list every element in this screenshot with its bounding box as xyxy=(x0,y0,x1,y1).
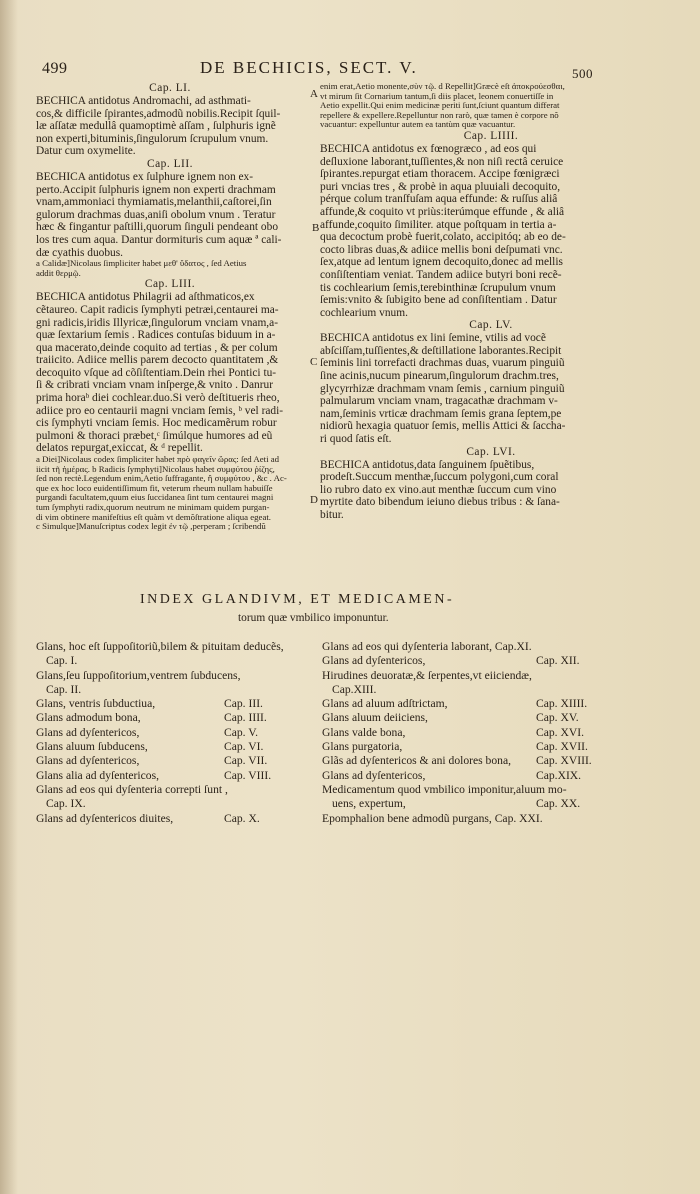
text-line: Datur cum oxymelite. xyxy=(36,145,136,158)
chapter-heading: Cap. LV. xyxy=(469,319,513,332)
text-line: deſluxione laborant,tuſſientes,& non niſi rectâ ceruice xyxy=(320,155,564,168)
index-entry-chapter: Cap. VI. xyxy=(224,740,264,754)
footnote-line: purgandi facultatem,quum eius ſuccidanea ſint tum centaurei magni xyxy=(36,493,274,503)
footnote-line: enim erat,Aetio monente,σὺν τῷ. d Repellit]Græcè eſt ἀποκρούεσθαι, xyxy=(320,82,565,91)
footnote-line: c Simulque]Manuſcriptus codex legit ἐν τῷ ,perperam ; ſcribendũ xyxy=(36,522,266,532)
gutter-shadow xyxy=(0,0,18,1194)
text-line: ri quod ſatis eſt. xyxy=(320,433,392,446)
index-entry-chapter: Cap. XIIII. xyxy=(536,697,588,711)
text-line: BECHICA antidotus ex ſulphure ignem non ex- xyxy=(36,170,254,183)
text-line: cos,& difficile ſpirantes,admodũ nobilis.Recipit ſquil- xyxy=(36,107,281,120)
text-line: cocto libras duas,& adiice mellis boni deſpumati vnc. xyxy=(320,243,563,256)
footnote-line: tum ſymphyti radix,quorum neutrum ne minimam quidem purgan- xyxy=(36,503,270,512)
index-entry-name: Glans, ventris ſubductiua, xyxy=(36,697,156,711)
footnote-line: ſed non rectè.Legendum enim,Aetio ſuffragante, ἢ συμφύτου , &c . Ac- xyxy=(36,474,287,484)
index-entry-name: Glãs ad dyſentericos & ani dolores bona, xyxy=(322,754,511,768)
index-subtitle: torum quæ vmbilico imponuntur. xyxy=(238,612,389,624)
text-line: ſpirantes.repurgat etiam thoracem. Accipe fœnigræci xyxy=(320,168,560,181)
text-line: palmularum vnciam vnam, tragacathæ drachmam v- xyxy=(320,395,558,408)
text-line: ſeminis lini torrefacti drachmas duas, vuarum pinguiũ xyxy=(320,357,565,370)
text-line: pulmoni & thoraci præbet,ᶜ ſimúlque humores ad eũ xyxy=(36,429,273,442)
text-line: tis cochlearium ſemis,terebinthinæ ſcrupulum vnum xyxy=(320,281,556,294)
index-entry-name: Glans ad eos qui dyſenteria laborant, Cap.XI. xyxy=(322,640,532,653)
chapter-heading: Cap. LI. xyxy=(149,82,191,94)
index-entry xyxy=(36,783,306,797)
index-entry xyxy=(322,740,652,754)
text-line: traiicito. Adiice mellis parem decocto quantitatem ,& xyxy=(36,354,279,367)
index-entry xyxy=(36,812,306,826)
text-line: qua decoctum probè fuerit,colato, accipitóq; ab eo de- xyxy=(320,231,566,244)
text-line: adiice pro eo centaurii magni vnciam ſemis, ᵇ vel radi- xyxy=(36,404,284,417)
index-entry xyxy=(322,797,652,811)
index-entry xyxy=(322,769,652,783)
text-line: nam,ſeminis vrticæ drachmam ſemis grana ſeptem,pe xyxy=(320,407,562,420)
index-entry-name: Glans ad dyſentericos, xyxy=(322,654,426,668)
index-entry-name: Glans purgatoria, xyxy=(322,740,403,754)
text-line: quæ ſextarium ſemis . Radices contuſas biduum in a- xyxy=(36,329,276,342)
index-entry-chapter: Cap. X. xyxy=(224,811,260,825)
index-entry-name: Glans ad dyſentericos diuites, xyxy=(36,811,174,825)
margin-letter-a: A xyxy=(310,88,318,100)
text-line: gulorum drachmas duas,aniſi obolum vnum . Teratur xyxy=(36,208,276,221)
text-line: ſi & cribrati vnciam vnam inſperge,& vnito . Danrur xyxy=(36,379,274,392)
index-entry-name: Glans alia ad dyſentericos, xyxy=(36,768,159,782)
index-entry-name: Glans admodum bona, xyxy=(36,711,141,725)
index-entry xyxy=(322,683,652,697)
text-line: vnam,ammoniaci thymiamatis,melanthii,caſtorei,ſin xyxy=(36,196,272,209)
text-line: decoquito vſque ad cõſiſtentiam.Dein rhei Pontici tu- xyxy=(36,366,277,379)
text-line: perto.Accipit ſulphuris ignem non experti drachmam xyxy=(36,183,276,196)
index-entry xyxy=(322,711,652,725)
text-line: ſemis:vnito & ſubigito bene ad conſiſtentiam . Datur xyxy=(320,294,557,307)
index-entry-chapter: Cap. VII. xyxy=(224,754,268,768)
index-entry-name: uens, expertum, xyxy=(332,797,406,811)
index-entry-chapter: Cap. IIII. xyxy=(224,711,267,725)
chapter-heading: Cap. LII. xyxy=(147,157,193,170)
index-entry xyxy=(322,697,652,711)
index-entry xyxy=(36,726,306,740)
index-entry xyxy=(322,669,652,683)
index-entry-chapter: Cap. XII. xyxy=(536,654,580,668)
index-entry-name: Cap.XIII. xyxy=(332,682,377,696)
margin-letter-b: B xyxy=(312,222,320,234)
text-line: BECHICA antidotus ex lini ſemine, vtilis ad vocẽ xyxy=(320,332,546,345)
text-line: abſciſſam,tuſſientes,& deſtillatione laborantes.Recipit xyxy=(320,344,562,357)
footnote-line: a Calidæ]Nicolaus ſimpliciter habet μεθ' ὕδατος , ſed Aetius xyxy=(36,259,247,269)
index-right-column xyxy=(322,640,652,826)
text-line: prima horaᵇ diei cochlear.duo.Si verò deſtitueris rheo, xyxy=(36,392,280,405)
index-entry-chapter: Cap. XVIII. xyxy=(536,754,592,768)
text-line: prodeſt.Succum menthæ,ſuccum polygoni,cum coral xyxy=(320,471,559,484)
index-entry xyxy=(36,654,306,668)
index-entry-name: Glans aluum deiiciens, xyxy=(322,711,428,725)
index-entry xyxy=(36,754,306,768)
text-line: affunde,& coquito vt priùs:iterúmque effunde , & aliâ xyxy=(320,205,565,218)
index-entry xyxy=(322,812,652,826)
text-line: BECHICA antidotus,data ſanguinem ſpuẽtibus, xyxy=(320,458,535,471)
text-line: conſiſtentiam veniat. Tandem adiice butyri boni recẽ- xyxy=(320,268,562,281)
page-number-left: 499 xyxy=(42,60,68,77)
text-line: ſex,atque ad lentum ignem decoquito,donec ad mellis xyxy=(320,256,563,269)
text-line: cis ſymphyti vnciam ſemis. Hoc medicamẽrum robur xyxy=(36,417,277,430)
index-entry xyxy=(36,769,306,783)
index-entry-chapter: Cap. XX. xyxy=(536,797,581,811)
index-entry-name: Glans ad dyſentericos, xyxy=(36,725,140,739)
text-line: puri vncias tres , & probè in aqua pluuiali decoquito, xyxy=(320,180,561,193)
margin-letter-c: C xyxy=(310,356,318,368)
text-line: nidiorũ hexagia quatuor ſemis, mellis Attici & ſaccha- xyxy=(320,420,566,433)
index-entry-name: Glans ad eos qui dyſenteria correpti ſunt , xyxy=(36,782,228,796)
index-entry-chapter: Cap. XV. xyxy=(536,711,579,725)
chapter-heading: Cap. LIIII. xyxy=(463,129,519,142)
text-line: dæ cyathis duobus. xyxy=(36,246,124,259)
chapter-heading: Cap. LVI. xyxy=(466,445,516,458)
index-entry-chapter: Cap.XIX. xyxy=(536,768,582,782)
page-number-right: 500 xyxy=(572,66,593,81)
index-entry-name: Glans ad dyſentericos, xyxy=(36,754,140,768)
chapter-heading: Cap. LIII. xyxy=(144,278,196,291)
text-line: qua macerato,deinde coquito ad tertias , & per colum xyxy=(36,341,278,354)
text-line: non experti,bituminis,ſingulorum ſcrupulum vnum. xyxy=(36,132,269,145)
footnote-line: que ex hoc loco euidentiſſimum fit, veterum rheum nullam habuiſſe xyxy=(36,483,273,493)
index-entry-name: Epomphalion bene admodũ purgans, Cap. XXI. xyxy=(322,811,543,825)
margin-letter-d: D xyxy=(310,494,318,506)
index-entry-name: Cap. IX. xyxy=(46,797,86,811)
text-line: pérque colum tranſfuſam aqua effunde: & ruſſus aliâ xyxy=(320,193,558,206)
index-title: INDEX GLANDIVM, ET MEDICAMEN- xyxy=(140,592,455,607)
footnote-line: di vim obtinere manifeſtius eſt quàm vt demõſtratione aliqua egeat. xyxy=(36,512,272,522)
index-entry xyxy=(36,640,306,654)
index-entry-chapter: Cap. XVII. xyxy=(536,740,588,754)
index-entry-name: Glans, hoc eſt ſuppoſitoriũ,bilem & pituitam deducẽs, xyxy=(36,640,284,653)
text-line: ſine acinis,nucum pinearum,ſingulorum drachm.tres, xyxy=(320,370,559,383)
text-line: BECHICA antidotus ex fœnogræco , ad eos qui xyxy=(320,142,537,155)
footnote-line: Aetio expellit.Qui enim medicinæ periti ſunt,ſciunt quantum differat xyxy=(320,101,560,111)
index-entry xyxy=(322,726,652,740)
index-entry xyxy=(36,740,306,754)
index-entry-name: Glans aluum ſubducens, xyxy=(36,740,148,754)
index-entry-name: Glans ad aluum adſtrictam, xyxy=(322,697,448,711)
text-line: BECHICA antidotus Philagrii ad aſthmaticos,ex xyxy=(36,291,255,304)
text-line: los tres cum aqua. Dantur dormituris cum aquæ ª cali- xyxy=(36,233,282,246)
index-entry-name: Cap. I. xyxy=(46,654,78,668)
index-entry xyxy=(36,697,306,711)
index-entry xyxy=(36,797,306,811)
index-entry xyxy=(322,654,652,668)
index-entry-name: Glans ad dyſentericos, xyxy=(322,768,426,782)
text-line: gni radicis,iridis Illyricæ,ſingulorum vnciam vnam,a- xyxy=(36,316,279,329)
left-text-column xyxy=(36,82,304,532)
index-entry-name: Cap. II. xyxy=(46,682,82,696)
footnote-line: repellere & expellere.Repelluntur non rarò, quæ tamen è corpore nõ xyxy=(320,110,559,120)
index-entry xyxy=(322,640,652,654)
footnote-line: a Diei]Nicolaus codex ſimpliciter habet πρὸ φαγεῖν ὥρας: ſed Aeti ad xyxy=(36,455,280,465)
index-entry xyxy=(322,754,652,768)
index-left-column xyxy=(36,640,306,826)
text-line: myrtite dato bibendum ieiuno diebus tribus : & ſana- xyxy=(320,496,560,509)
text-line: delatos repurgat,exiccat, & ᵈ repellit. xyxy=(36,442,203,455)
index-entry-name: Glans,ſeu ſuppoſitorium,ventrem ſubducens, xyxy=(36,668,241,682)
text-line: bitur. xyxy=(320,509,344,521)
text-line: glycyrrhizæ drachmam vnam ſemis , carnium pinguiũ xyxy=(320,382,565,395)
index-entry-chapter: Cap. III. xyxy=(224,697,263,711)
right-text-column xyxy=(320,82,662,522)
index-entry xyxy=(36,711,306,725)
index-entry-name: Hirudines deuoratæ,& ſerpentes,vt eiiciendæ, xyxy=(322,668,532,682)
footnote-line: iicit τῆ ἡμέρας. b Radicis ſymphyti]Nicolaus habet συμφύτου ῥίζης, xyxy=(36,464,275,474)
index-entry-chapter: Cap. XVI. xyxy=(536,725,584,739)
text-line: affunde,coquito ſimiliter. atque poſtquam in tertia a- xyxy=(320,218,557,231)
text-line: lio rubro dato ex vino.aut menthæ ſuccum cum vino xyxy=(320,483,557,496)
text-line: cochlearium vnum. xyxy=(320,306,408,319)
index-entry xyxy=(322,783,652,797)
text-line: hæc & fingantur paſtilli,quorum ſinguli pendeant obo xyxy=(36,221,279,234)
text-line: BECHICA antidotus Andromachi, ad asthmati- xyxy=(36,95,251,107)
index-entry-name: Medicamentum quod vmbilico imponitur,aluum mo- xyxy=(322,782,567,796)
index-entry xyxy=(36,683,306,697)
footnote-line: vt mirum ſit Cornarium tantum,ſi diis placet, leonem conuertiſſe in xyxy=(320,91,554,101)
index-entry-chapter: Cap. VIII. xyxy=(224,768,272,782)
index-entry xyxy=(36,669,306,683)
footnote-line: vacuantur: expelluntur autem ea tantùm quæ vacuantur. xyxy=(320,120,516,130)
text-line: læ aſſatæ medullâ quamoptimè aſſam , ſulphuris ignẽ xyxy=(36,120,276,133)
index-entry-name: Glans valde bona, xyxy=(322,725,406,739)
text-line: cẽtaureo. Capit radicis ſymphyti petræi,centaurei ma- xyxy=(36,303,279,316)
index-entry-chapter: Cap. V. xyxy=(224,725,259,739)
footnote-line: addit θερμῷ. xyxy=(36,268,81,278)
running-head: DE BECHICIS, SECT. V. xyxy=(200,58,418,77)
